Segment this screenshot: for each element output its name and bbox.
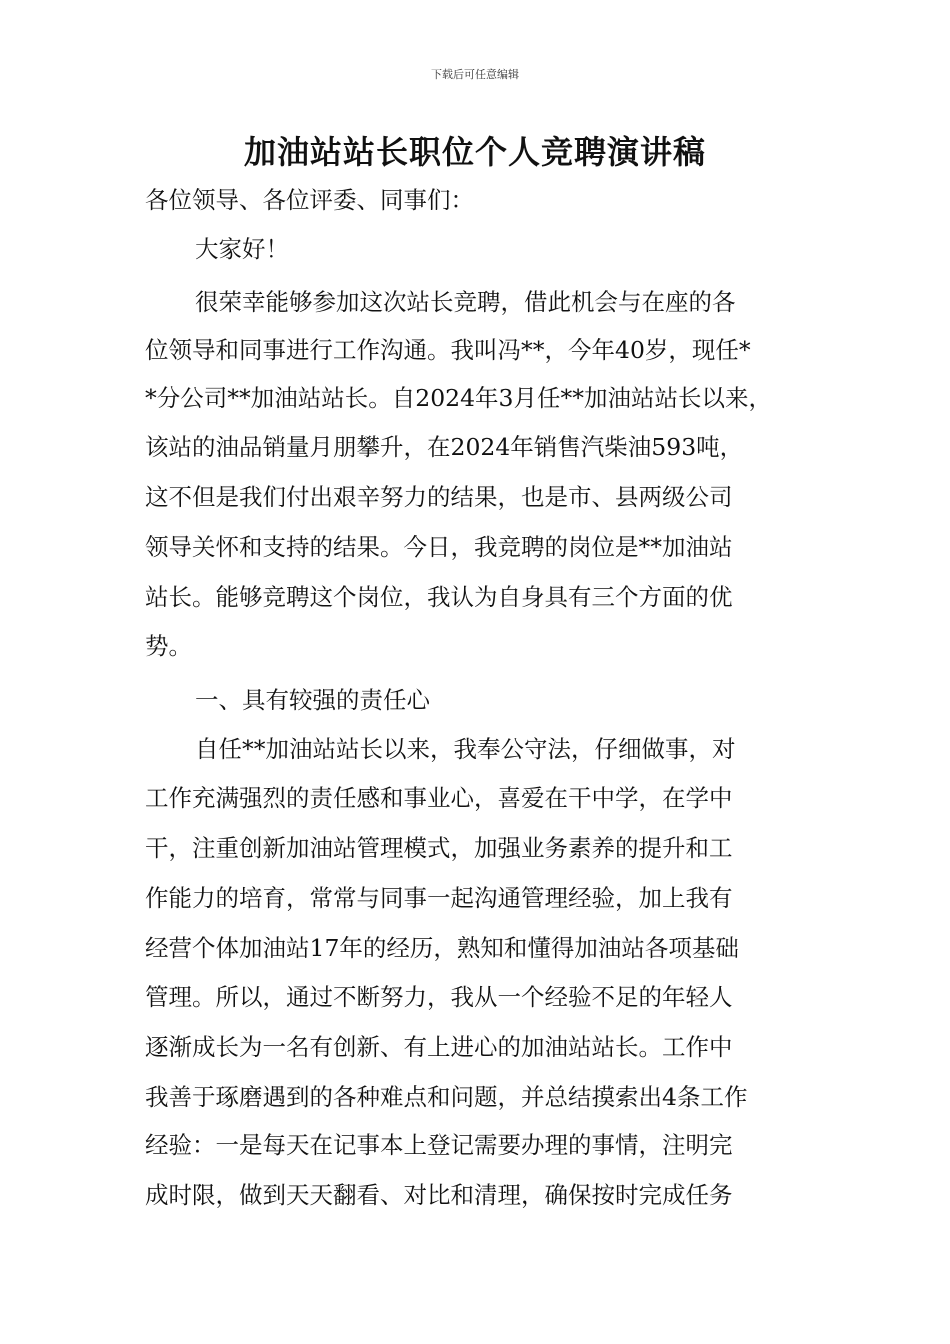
body-line: 经营个体加油站17年的经历，熟知和懂得加油站各项基础 [145,934,739,962]
body-line: 作能力的培育，常常与同事一起沟通管理经验，加上我有 [145,884,733,912]
body-line: 自任**加油站站长以来，我奉公守法，仔细做事，对 [195,735,736,763]
greeting: 大家好！ [195,235,289,263]
body-line: 领导关怀和支持的结果。今日，我竞聘的岗位是**加油站 [145,533,733,561]
body-line: 经验：一是每天在记事本上登记需要办理的事情，注明完 [145,1131,733,1159]
body-line: 管理。所以，通过不断努力，我从一个经验不足的年轻人 [145,983,733,1011]
body-line: 成时限，做到天天翻看、对比和清理，确保按时完成任务 [145,1181,733,1209]
body-line: 逐渐成长为一名有创新、有上进心的加油站站长。工作中 [145,1033,733,1061]
body-line: *分公司**加油站站长。自2024年3月任**加油站站长以来， [145,384,773,412]
body-line: 干，注重创新加油站管理模式，加强业务素养的提升和工 [145,834,733,862]
body-line: 站长。能够竞聘这个岗位，我认为自身具有三个方面的优 [145,583,733,611]
body-line: 位领导和同事进行工作沟通。我叫冯**，今年40岁，现任* [145,336,751,364]
body-line: 工作充满强烈的责任感和事业心，喜爱在干中学，在学中 [145,784,733,812]
body-line: 势。 [145,632,192,660]
body-line: 很荣幸能够参加这次站长竞聘，借此机会与在座的各 [195,288,736,316]
document-title: 加油站站长职位个人竞聘演讲稿 [243,133,706,171]
salutation: 各位领导、各位评委、同事们： [145,186,474,214]
section-heading: 一、具有较强的责任心 [195,686,430,714]
body-line: 这不但是我们付出艰辛努力的结果，也是市、县两级公司 [145,483,733,511]
body-line: 我善于琢磨遇到的各种难点和问题，并总结摸索出4条工作 [145,1083,748,1111]
body-line: 该站的油品销量月朋攀升，在2024年销售汽柴油593吨， [145,433,744,461]
header-note: 下载后可任意编辑 [431,68,519,81]
